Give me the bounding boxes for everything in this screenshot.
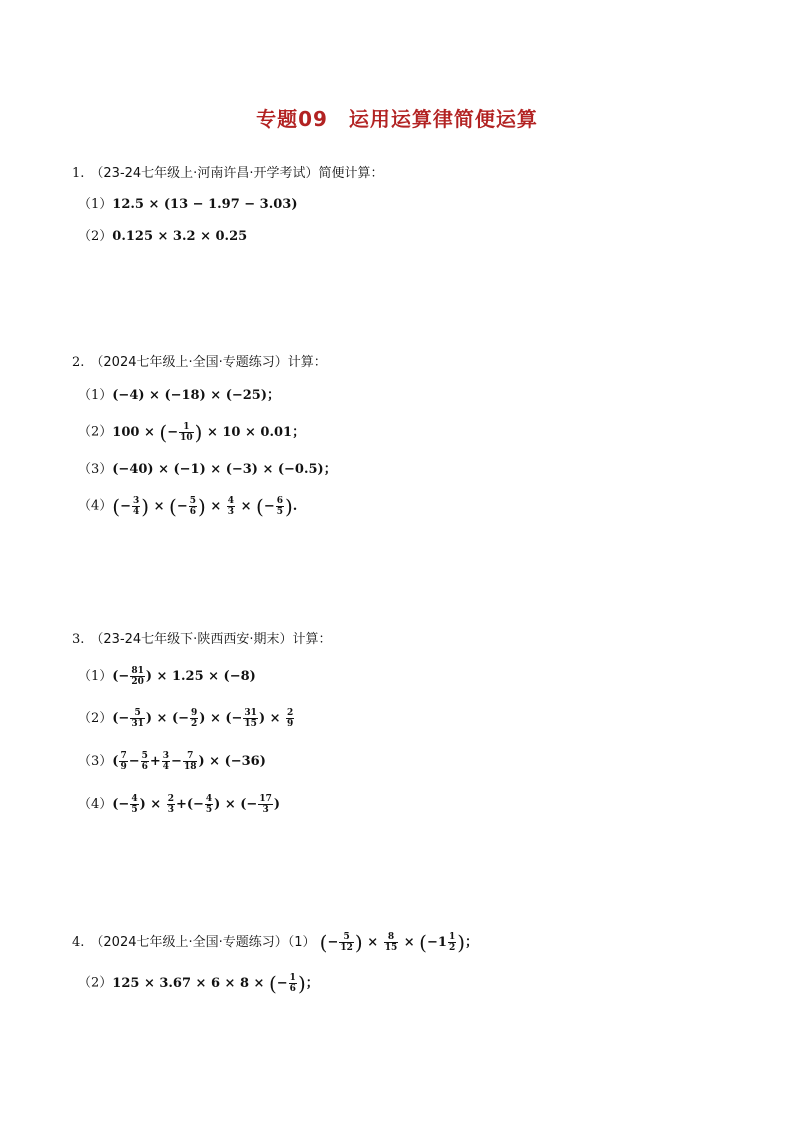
question-1-item-1: （1）12.5 × (13 − 1.97 − 3.03) [78,197,298,212]
question-1-item-2: （2）0.125 × 3.2 × 0.25 [78,229,248,244]
question-2-item-2: （2）100 × (− $\frac{1}{10}$ ) × 10 × 0.01； [78,420,306,444]
question-2-item-1: （1）(−4) × (−18) × (−25)； [78,388,280,403]
question-4-header: 4. （2024七年级上·全国·专题练习）（1） (− $\frac{5}{12}$ ) × $\frac{8}{15}$ × (−1 $\frac{1}{2}$ )； [72,930,479,955]
question-3-header: 3. （23-24七年级下·陕西西安·期末）计算： [72,632,332,647]
question-4-item-1: (− $\frac{5}{12}$ ) × $\frac{8}{15}$ × (−1 $\frac{1}{2}$ )； [319,930,479,955]
question-3-item-1: （1）(− $\frac{81}{20}$ ) × 1.25 × (−8) [78,666,256,687]
question-2-item-3: （3）(−40) × (−1) × (−3) × (−0.5)； [78,462,337,477]
question-4-item-2: （2）125 × 3.67 × 6 × 8 × (− $\frac{1}{6}$ )； [78,971,319,995]
page-title: 专题09 运用运算律简便运算 [256,107,538,131]
question-2-header: 2. （2024七年级上·全国·专题练习）计算： [72,355,327,370]
question-3-item-2: （2）(− $\frac{5}{31}$ ) × (− $\frac{9}{2}$ ) × (− $\frac{31}{15}$ ) × $\frac{2}{9}$ [78,708,294,729]
question-3-item-3: （3）( $\frac{7}{9}$ − $\frac{5}{6}$ + $\frac{3}{4}$ − $\frac{7}{18}$ ) × (−36) [78,751,266,772]
question-1-header: 1. （23-24七年级上·河南许昌·开学考试）简便计算： [72,166,384,181]
question-3-item-4: （4）(− $\frac{4}{5}$ ) × $\frac{2}{3}$ +(− $\frac{4}{5}$ ) × (− $\frac{17}{3}$ ) [78,794,280,815]
question-2-item-4: （4）(− $\frac{3}{4}$ ) × (− $\frac{5}{6}$ ) × $\frac{4}{3}$ × (− $\frac{6}{5}$ ). [78,494,298,518]
